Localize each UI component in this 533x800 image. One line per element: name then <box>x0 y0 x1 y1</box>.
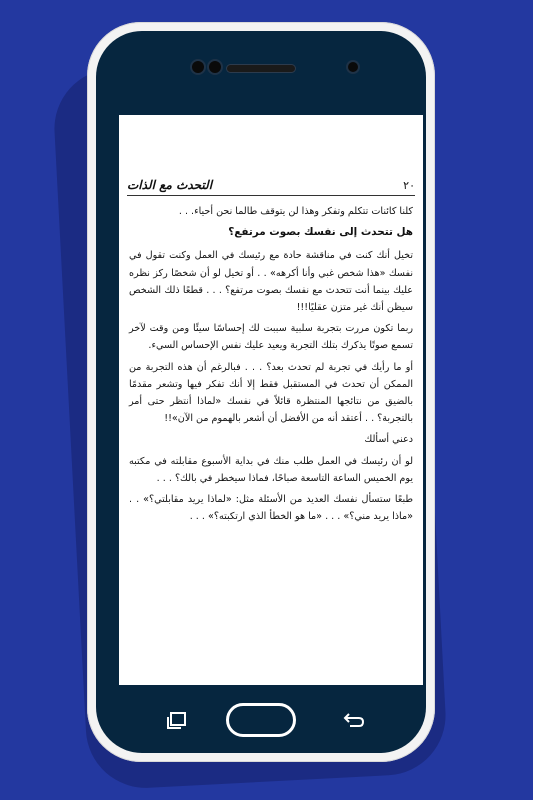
recents-icon[interactable] <box>166 711 188 731</box>
front-sensor-icon <box>192 61 204 73</box>
phone-face <box>96 31 426 753</box>
paragraph: تخيل أنك كنت في مناقشة حادة مع رئيسك في العمل وكنت تقول في نفسك «هذا شخص غبي وأنا أكرهه» . . أو تخيل لو أن شخصًا ركز نظره عليك بينما أنت تتحدث مع نفسك بصوت مرتفع؟ . . . قطعًا ذلك الشخص سيظن أنك غير متزن عقليًا!!! <box>129 250 413 314</box>
back-arrow-icon[interactable] <box>342 711 366 731</box>
navigation-bar <box>96 697 426 747</box>
page-number: ٢٠ <box>403 179 415 192</box>
earpiece-speaker <box>227 65 295 72</box>
paragraph: أو ما رأيك في تجربة لم تحدث بعد؟ . . . فبالرغم أن هذه التجربة من الممكن أن تحدث في المستقبل فقط إلا أنك تفكر فيها وتشعر مقدمًا بالضيق من نتائجها المنتظرة قائلاً في نفسك «لماذا أنتظر حتى أمر بالتجربة؟ . . أعتقد أنه من الأفضل أن أشعر بالهموم من الآن»!! <box>129 361 413 425</box>
paragraph: طبعًا ستسأل نفسك العديد من الأسئلة مثل: «لماذا يريد مقابلتي؟» . . «ماذا يريد مني؟» . . . «ما هو الخطأ الذي ارتكبته؟» . . . <box>129 494 413 523</box>
page-body <box>129 203 413 529</box>
home-button[interactable] <box>226 703 296 737</box>
paragraph: لو أن رئيسك في العمل طلب منك في بداية الأسبوع مقابلته في مكتبه يوم الخميس الساعة التاسعة صباحًا، فماذا سيخطر في بالك؟ . . . <box>129 455 413 484</box>
reader-screen[interactable] <box>119 115 423 685</box>
front-camera-icon <box>348 62 358 72</box>
phone-frame <box>87 22 435 762</box>
section-heading: هل تتحدث إلى نفسك بصوت مرتفع؟ <box>228 226 413 239</box>
page-header <box>127 179 415 196</box>
paragraph-intro: كلنا كائنات تتكلم وتفكر وهذا لن يتوقف طالما نحن أحياء. . . <box>178 206 413 217</box>
book-title: التحدث مع الذات <box>127 178 213 192</box>
paragraph: ربما تكون مررت بتجربة سلبية سببت لك إحساسًا سيئًا ومن وقت لآخر تسمع صوتًا يذكرك بتلك التجربة ويعيد عليك نفس الإحساس السيء. <box>129 323 413 352</box>
section-subheading: دعني أسألك <box>364 434 413 446</box>
front-sensor-icon <box>209 61 221 73</box>
